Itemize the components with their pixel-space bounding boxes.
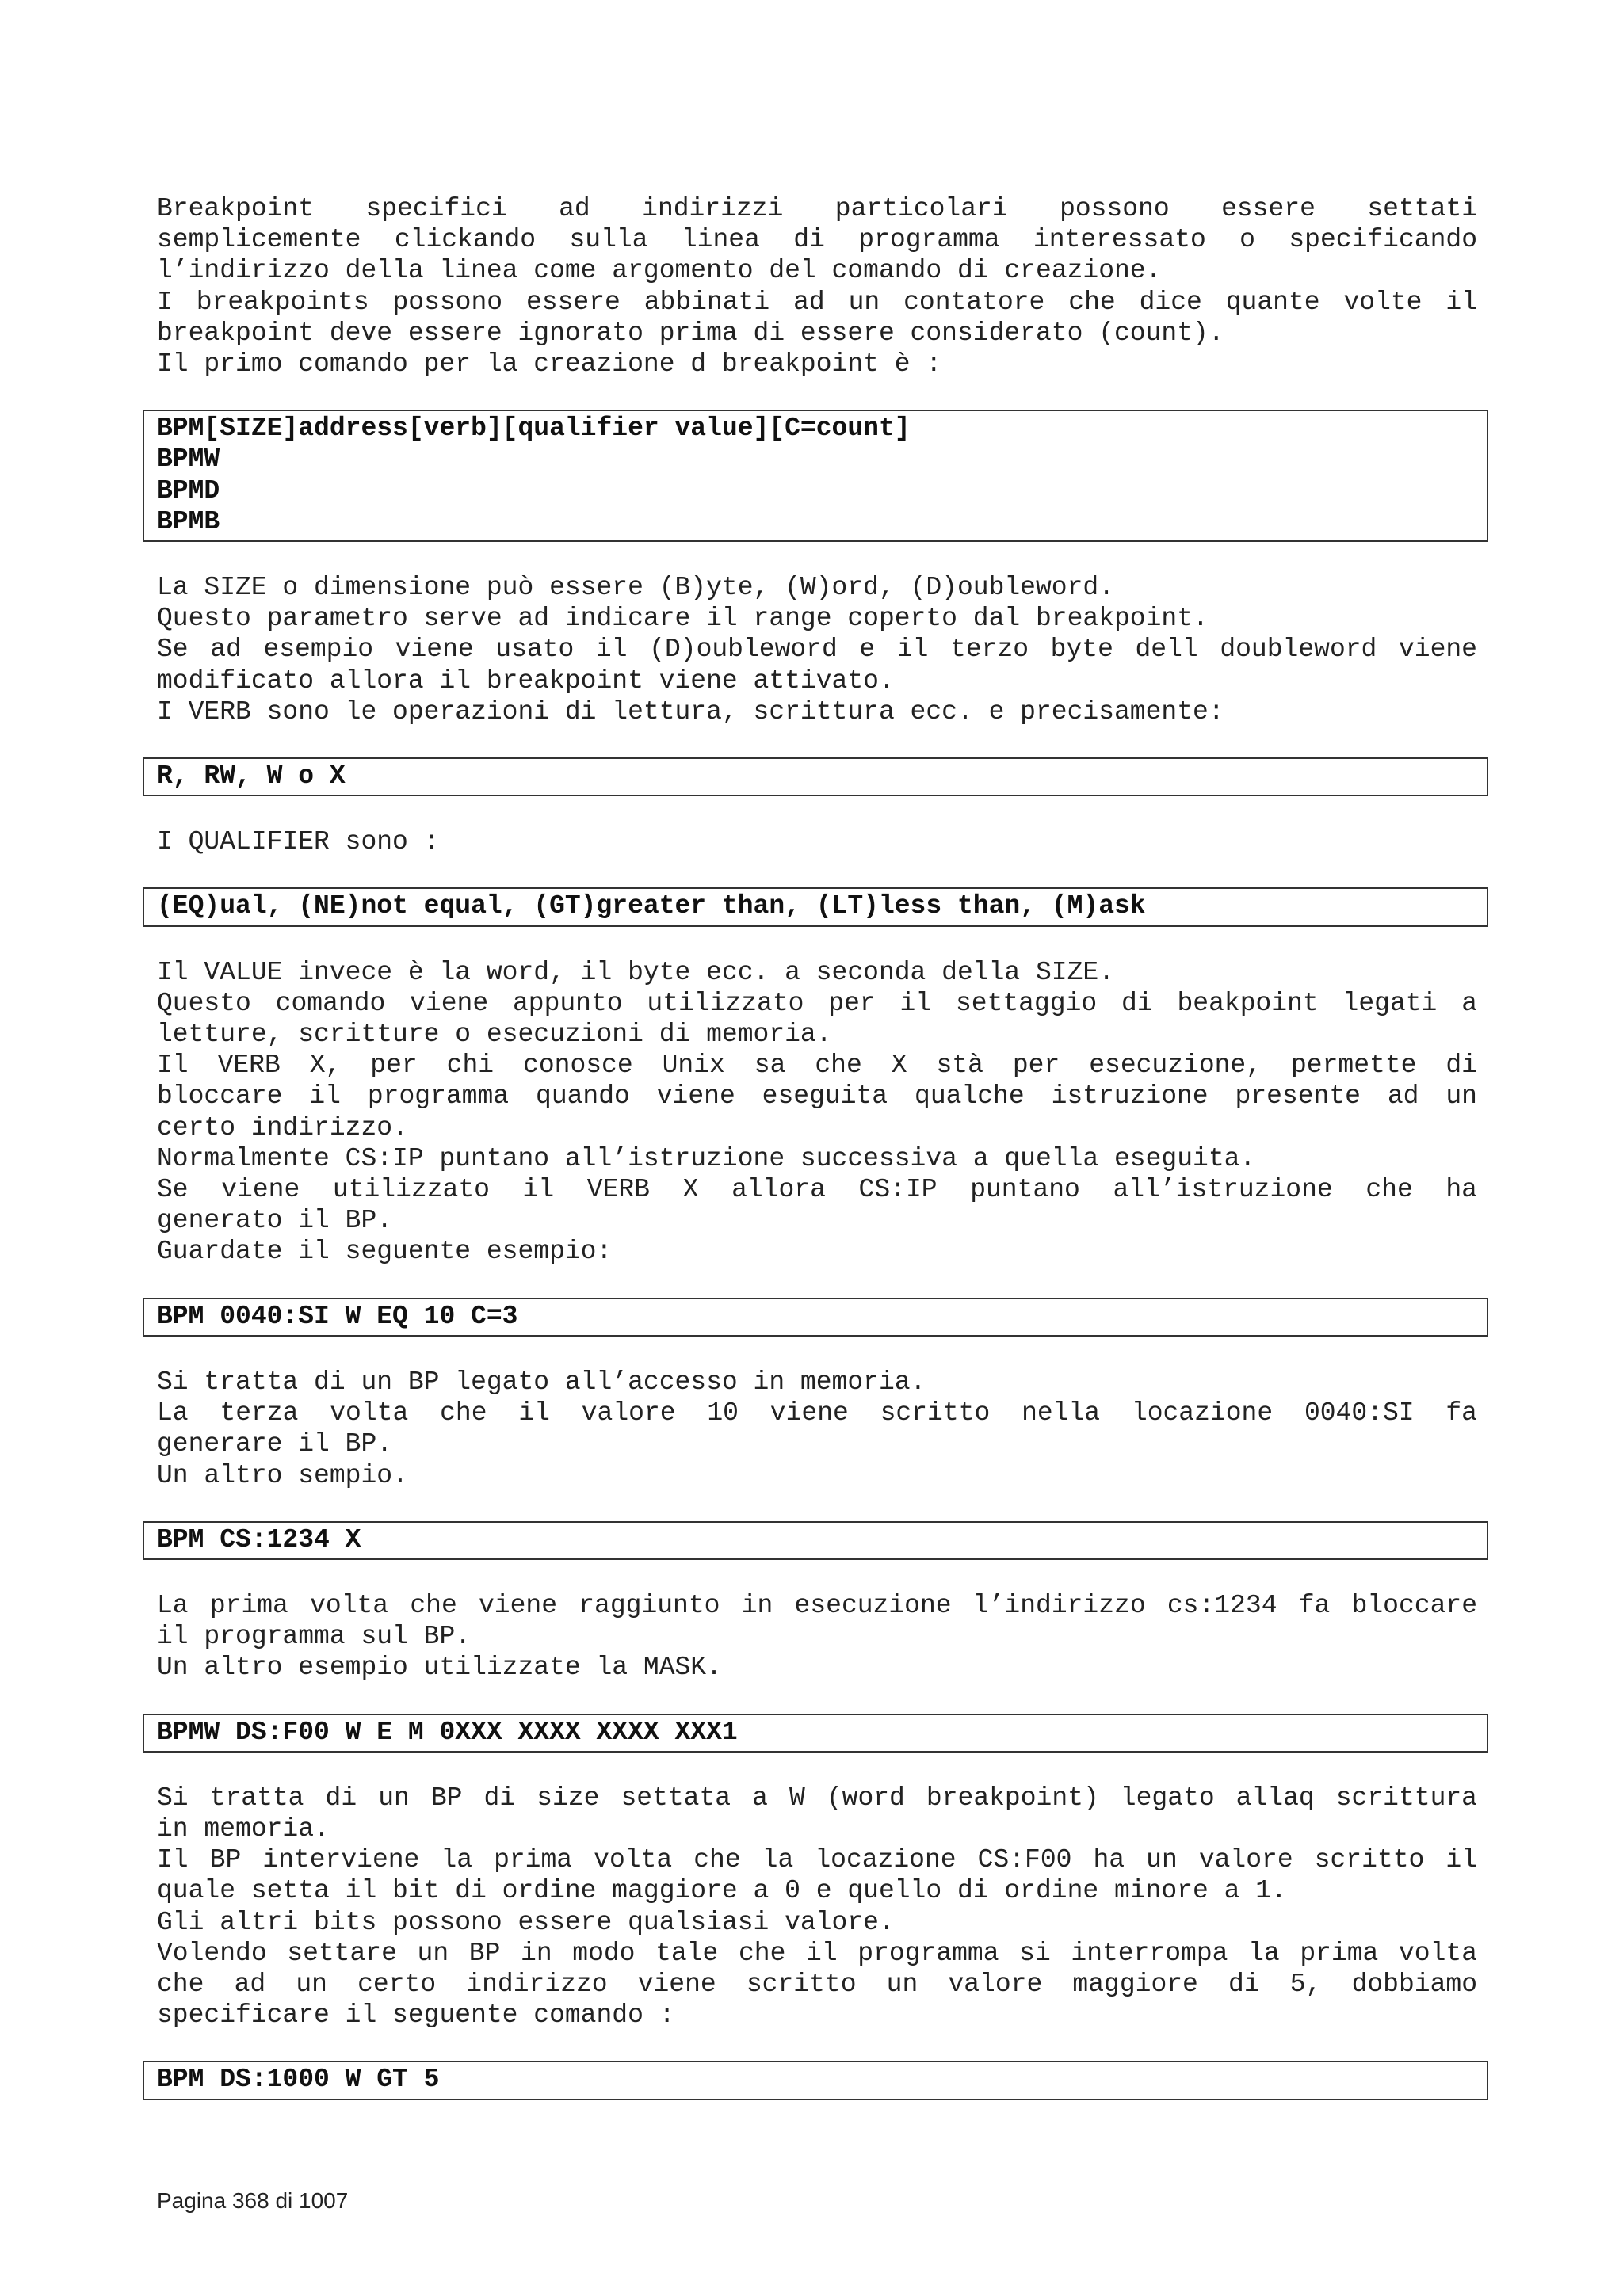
text-line: breakpoint deve essere ignorato prima di essere considerato (count). — [157, 318, 1224, 348]
text-line: generare il BP. — [157, 1429, 393, 1459]
text-line: Volendo settare un BP in modo tale che il programma si interrompa la prima volta — [157, 1938, 1477, 1968]
page-footer — [157, 2188, 348, 2214]
text-line: I VERB sono le operazioni di lettura, scrittura ecc. e precisamente: — [157, 696, 1224, 727]
code-line: BPMW DS:F00 W E M 0XXX XXXX XXXX XXX1 — [157, 1717, 738, 1747]
text-line: Un altro sempio. — [157, 1460, 408, 1490]
code-line: BPM[SIZE]address[verb][qualifier value][C=count] — [157, 414, 911, 444]
code-line: BPMD — [157, 475, 220, 505]
text-line: Questo comando viene appunto utilizzato per il settaggio di beakpoint legati a — [157, 988, 1477, 1018]
text-line: Breakpoint specifici ad indirizzi particolari possono essere settati — [157, 194, 1477, 223]
text-line: Questo parametro serve ad indicare il range coperto dal breakpoint. — [157, 604, 1209, 634]
text-line: generato il BP. — [157, 1206, 393, 1236]
text-line: Se viene utilizzato il VERB X allora CS:IP puntano all’istruzione che ha — [157, 1175, 1477, 1205]
code-line: BPM 0040:SI W EQ 10 C=3 — [157, 1301, 518, 1331]
text-line: semplicemente clickando sulla linea di programma interessato o specificando — [157, 225, 1477, 255]
code-line: (EQ)ual, (NE)not equal, (GT)greater than, (LT)less than, (M)ask — [157, 891, 1146, 921]
text-line: I breakpoints possono essere abbinati ad un contatore che dice quante volte il — [157, 287, 1477, 317]
text-line: Guardate il seguente esempio: — [157, 1237, 613, 1267]
code-line: R, RW, W o X — [157, 761, 346, 791]
text-line: letture, scritture o esecuzioni di memoria. — [157, 1020, 832, 1050]
paragraph — [157, 1783, 1477, 2031]
text-line: Il VERB X, per chi conosce Unix sa che X stà per esecuzione, permette di — [157, 1051, 1477, 1081]
text-line: bloccare il programma quando viene eseguita qualche istruzione presente ad un — [157, 1081, 1477, 1112]
code-box — [143, 1521, 1488, 1560]
text-line: Un altro esempio utilizzate la MASK. — [157, 1653, 722, 1683]
text-line: Il primo comando per la creazione d breakpoint è : — [157, 349, 942, 379]
paragraph — [157, 826, 1477, 857]
text-line: specificare il seguente comando : — [157, 2000, 675, 2031]
text-line: La SIZE o dimensione può essere (B)yte, (W)ord, (D)oubleword. — [157, 573, 1114, 603]
paragraph — [157, 572, 1477, 727]
text-line: La terza volta che il valore 10 viene scritto nella locazione 0040:SI fa — [157, 1398, 1477, 1428]
text-line: in memoria. — [157, 1814, 330, 1844]
text-line: I QUALIFIER sono : — [157, 827, 440, 857]
text-line: quale setta il bit di ordine maggiore a 0 e quello di ordine minore a 1. — [157, 1876, 1287, 1906]
text-line: Se ad esempio viene usato il (D)oubleword e il terzo byte dell doubleword viene — [157, 635, 1477, 665]
paragraph — [157, 193, 1477, 379]
code-box — [143, 887, 1488, 926]
text-line: Gli altri bits possono essere qualsiasi valore. — [157, 1907, 895, 1937]
code-line: BPMB — [157, 506, 220, 536]
paragraph — [157, 957, 1477, 1268]
code-line: BPM CS:1234 X — [157, 1524, 361, 1554]
text-line: certo indirizzo. — [157, 1112, 408, 1142]
text-line: Si tratta di un BP legato all’accesso in memoria. — [157, 1367, 926, 1397]
text-line: Si tratta di un BP di size settata a W (word breakpoint) legato allaq scrittura — [157, 1783, 1477, 1813]
paragraph — [157, 1367, 1477, 1491]
code-line: BPM DS:1000 W GT 5 — [157, 2065, 440, 2095]
text-line: Il VALUE invece è la word, il byte ecc. a seconda della SIZE. — [157, 957, 1114, 987]
page-number: Pagina 368 di 1007 — [157, 2188, 349, 2213]
text-line: il programma sul BP. — [157, 1622, 472, 1652]
paragraph — [157, 1590, 1477, 1684]
text-line: Normalmente CS:IP puntano all’istruzione successiva a quella eseguita. — [157, 1143, 1256, 1173]
code-box — [143, 1298, 1488, 1337]
text-line: che ad un certo indirizzo viene scritto un valore maggiore di 5, dobbiamo — [157, 1969, 1477, 1999]
code-box — [143, 410, 1488, 542]
text-line: l’indirizzo della linea come argomento del comando di creazione. — [157, 256, 1162, 286]
text-line: La prima volta che viene raggiunto in esecuzione l’indirizzo cs:1234 fa bloccare — [157, 1590, 1477, 1620]
code-box — [143, 757, 1488, 796]
code-box — [143, 2061, 1488, 2100]
code-box — [143, 1714, 1488, 1753]
text-line: modificato allora il breakpoint viene attivato. — [157, 666, 895, 696]
text-line: Il BP interviene la prima volta che la locazione CS:F00 ha un valore scritto il — [157, 1845, 1477, 1875]
document-body — [157, 193, 1477, 2130]
code-line: BPMW — [157, 444, 220, 475]
